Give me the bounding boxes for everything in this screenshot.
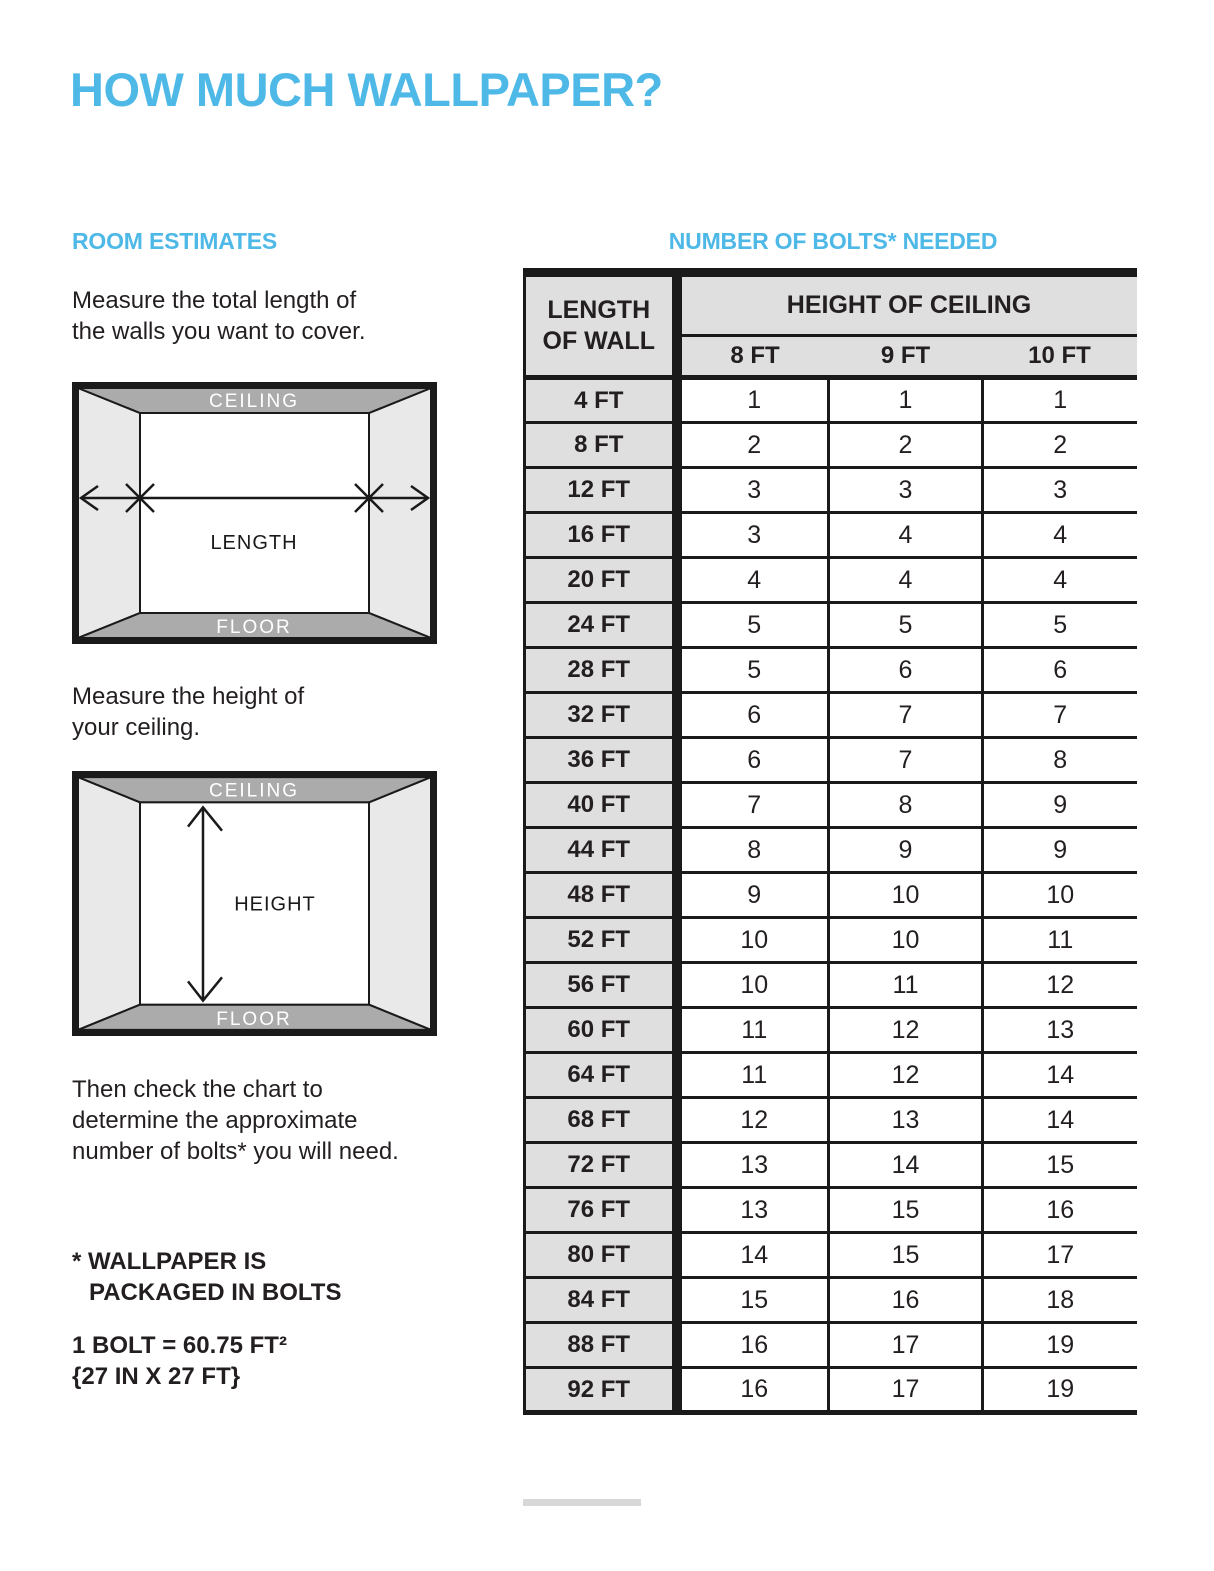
bolt-count-cell: 3 — [677, 468, 829, 513]
corner-header-line: OF WALL — [542, 327, 655, 355]
bolt-size-line: 1 BOLT = 60.75 FT² — [72, 1332, 287, 1359]
bolt-count-cell: 8 — [983, 738, 1137, 783]
bolt-count-cell: 9 — [829, 828, 983, 873]
bolt-count-cell: 16 — [829, 1278, 983, 1323]
wall-length-label: 4 FT — [525, 378, 677, 423]
bolt-count-cell: 9 — [983, 783, 1137, 828]
table-row — [525, 1278, 1137, 1323]
bolt-count-cell: 5 — [677, 603, 829, 648]
bolt-count-cell: 2 — [983, 423, 1137, 468]
table-row — [525, 378, 1137, 423]
room-length-diagram — [72, 382, 437, 649]
table-row — [525, 558, 1137, 603]
table-row — [525, 873, 1137, 918]
bolt-count-cell: 3 — [983, 468, 1137, 513]
bolt-count-cell: 14 — [677, 1233, 829, 1278]
bolt-count-cell: 7 — [983, 693, 1137, 738]
bolt-count-cell: 14 — [983, 1098, 1137, 1143]
table-row — [525, 603, 1137, 648]
measure-height-paragraph — [72, 681, 304, 743]
bolt-count-cell: 11 — [829, 963, 983, 1008]
table-row — [525, 468, 1137, 513]
bolt-count-cell: 2 — [829, 423, 983, 468]
paragraph-line: determine the approximate — [72, 1107, 358, 1134]
table-row — [525, 1143, 1137, 1188]
measure-length-paragraph — [72, 285, 365, 347]
wall-length-label: 92 FT — [525, 1368, 677, 1413]
col-header-9ft: 9 FT — [829, 336, 983, 378]
bolt-count-cell: 7 — [829, 693, 983, 738]
table-row — [525, 963, 1137, 1008]
bolt-count-cell: 5 — [983, 603, 1137, 648]
right-wall — [369, 777, 431, 1030]
bolt-count-cell: 4 — [829, 558, 983, 603]
table-row — [525, 693, 1137, 738]
bolt-count-cell: 12 — [983, 963, 1137, 1008]
table-row — [525, 828, 1137, 873]
table-row — [525, 783, 1137, 828]
page-title: HOW MUCH WALLPAPER? — [70, 63, 663, 116]
wall-length-label: 32 FT — [525, 693, 677, 738]
room-height-diagram-svg — [72, 771, 437, 1036]
paragraph-line: Measure the height of — [72, 683, 305, 710]
floor-label: FLOOR — [216, 617, 292, 638]
bolt-count-cell: 11 — [677, 1008, 829, 1053]
bolt-count-cell: 8 — [677, 828, 829, 873]
left-wall — [78, 388, 140, 638]
wall-length-label: 16 FT — [525, 513, 677, 558]
bolt-count-cell: 4 — [829, 513, 983, 558]
bolt-count-cell: 12 — [677, 1098, 829, 1143]
bolt-count-cell: 10 — [829, 873, 983, 918]
room-estimates-heading: ROOM ESTIMATES — [72, 228, 278, 254]
bolts-needed-table — [523, 268, 1137, 1415]
ceiling-label: CEILING — [208, 391, 300, 412]
wall-length-label: 24 FT — [525, 603, 677, 648]
bolt-size-line: {27 IN X 27 FT} — [72, 1363, 241, 1390]
bolt-count-cell: 6 — [677, 738, 829, 783]
wall-length-label: 56 FT — [525, 963, 677, 1008]
bolt-count-cell: 5 — [677, 648, 829, 693]
wall-length-label: 76 FT — [525, 1188, 677, 1233]
wall-length-label: 72 FT — [525, 1143, 677, 1188]
wall-length-label: 64 FT — [525, 1053, 677, 1098]
wall-length-label: 20 FT — [525, 558, 677, 603]
table-row — [525, 1098, 1137, 1143]
bolt-count-cell: 9 — [677, 873, 829, 918]
paragraph-line: Measure the total length of — [72, 287, 357, 314]
table-row — [525, 1008, 1137, 1053]
table-row — [525, 738, 1137, 783]
bolt-count-cell: 10 — [983, 873, 1137, 918]
bolts-table-body — [525, 378, 1137, 1413]
bolt-count-cell: 16 — [677, 1368, 829, 1413]
bolt-count-cell: 14 — [829, 1143, 983, 1188]
bolt-count-cell: 17 — [829, 1368, 983, 1413]
bolt-count-cell: 7 — [677, 783, 829, 828]
bolt-count-cell: 3 — [677, 513, 829, 558]
check-chart-paragraph — [72, 1074, 399, 1167]
paragraph-line: your ceiling. — [72, 714, 201, 741]
bolt-count-cell: 12 — [829, 1053, 983, 1098]
bolt-count-cell: 3 — [829, 468, 983, 513]
wall-length-label: 8 FT — [525, 423, 677, 468]
table-row — [525, 1188, 1137, 1233]
bolt-count-cell: 11 — [983, 918, 1137, 963]
bolt-count-cell: 13 — [677, 1143, 829, 1188]
bolt-count-cell: 1 — [983, 378, 1137, 423]
col-header-10ft: 10 FT — [983, 336, 1137, 378]
corner-header-cell — [525, 273, 677, 378]
bolts-footnote — [72, 1246, 341, 1308]
room-height-diagram — [72, 771, 437, 1041]
bolt-count-cell: 6 — [829, 648, 983, 693]
ceiling-height-group-header: HEIGHT OF CEILING — [677, 273, 1137, 336]
wall-length-label: 80 FT — [525, 1233, 677, 1278]
paragraph-line: number of bolts* you will need. — [72, 1138, 399, 1165]
bolt-size-info — [72, 1330, 287, 1392]
table-bottom-shadow — [523, 1499, 641, 1506]
bolt-count-cell: 11 — [677, 1053, 829, 1098]
table-row — [525, 1053, 1137, 1098]
bolt-count-cell: 5 — [829, 603, 983, 648]
wall-length-label: 36 FT — [525, 738, 677, 783]
bolt-count-cell: 6 — [983, 648, 1137, 693]
table-row — [525, 1233, 1137, 1278]
table-row — [525, 918, 1137, 963]
paragraph-line: Then check the chart to — [72, 1076, 323, 1103]
bolt-count-cell: 15 — [829, 1233, 983, 1278]
bolts-table-header — [525, 273, 1137, 378]
table-row — [525, 1368, 1137, 1413]
footnote-line: PACKAGED IN BOLTS — [89, 1279, 342, 1306]
left-wall — [78, 777, 140, 1030]
bolt-count-cell: 12 — [829, 1008, 983, 1053]
table-row — [525, 423, 1137, 468]
bolt-count-cell: 18 — [983, 1278, 1137, 1323]
bolt-count-cell: 15 — [829, 1188, 983, 1233]
bolt-count-cell: 17 — [983, 1233, 1137, 1278]
bolt-count-cell: 13 — [677, 1188, 829, 1233]
back-wall — [140, 413, 369, 613]
bolt-count-cell: 4 — [677, 558, 829, 603]
floor-label: FLOOR — [216, 1008, 292, 1030]
wall-length-label: 68 FT — [525, 1098, 677, 1143]
wall-length-label: 60 FT — [525, 1008, 677, 1053]
bolt-count-cell: 10 — [829, 918, 983, 963]
wall-length-label: 40 FT — [525, 783, 677, 828]
bolt-count-cell: 13 — [983, 1008, 1137, 1053]
table-row — [525, 1323, 1137, 1368]
bolts-needed-heading: NUMBER OF BOLTS* NEEDED — [668, 228, 998, 254]
bolt-count-cell: 9 — [983, 828, 1137, 873]
right-wall — [369, 388, 431, 638]
bolt-count-cell: 4 — [983, 558, 1137, 603]
bolt-count-cell: 2 — [677, 423, 829, 468]
bolt-count-cell: 4 — [983, 513, 1137, 558]
table-row — [525, 648, 1137, 693]
bolt-count-cell: 10 — [677, 963, 829, 1008]
bolt-count-cell: 7 — [829, 738, 983, 783]
col-header-8ft: 8 FT — [677, 336, 829, 378]
table-row — [525, 513, 1137, 558]
wall-length-label: 88 FT — [525, 1323, 677, 1368]
wall-length-label: 12 FT — [525, 468, 677, 513]
bolt-count-cell: 16 — [677, 1323, 829, 1368]
bolt-count-cell: 1 — [677, 378, 829, 423]
length-label: LENGTH — [210, 532, 298, 554]
wall-length-label: 44 FT — [525, 828, 677, 873]
height-label: HEIGHT — [234, 893, 316, 916]
paragraph-line: the walls you want to cover. — [72, 318, 366, 345]
bolt-count-cell: 19 — [983, 1368, 1137, 1413]
bolt-count-cell: 17 — [829, 1323, 983, 1368]
bolt-count-cell: 6 — [677, 693, 829, 738]
bolt-count-cell: 10 — [677, 918, 829, 963]
bolt-count-cell: 16 — [983, 1188, 1137, 1233]
room-length-diagram-svg — [72, 382, 437, 644]
bolt-count-cell: 15 — [983, 1143, 1137, 1188]
bolt-count-cell: 14 — [983, 1053, 1137, 1098]
ceiling-label: CEILING — [209, 780, 299, 802]
bolt-count-cell: 19 — [983, 1323, 1137, 1368]
bolt-count-cell: 8 — [829, 783, 983, 828]
wall-length-label: 28 FT — [525, 648, 677, 693]
bolt-count-cell: 13 — [829, 1098, 983, 1143]
wall-length-label: 84 FT — [525, 1278, 677, 1323]
bolt-count-cell: 1 — [829, 378, 983, 423]
corner-header-line: LENGTH — [547, 296, 651, 324]
wall-length-label: 48 FT — [525, 873, 677, 918]
bolt-count-cell: 15 — [677, 1278, 829, 1323]
wall-length-label: 52 FT — [525, 918, 677, 963]
footnote-line: * WALLPAPER IS — [72, 1248, 267, 1275]
